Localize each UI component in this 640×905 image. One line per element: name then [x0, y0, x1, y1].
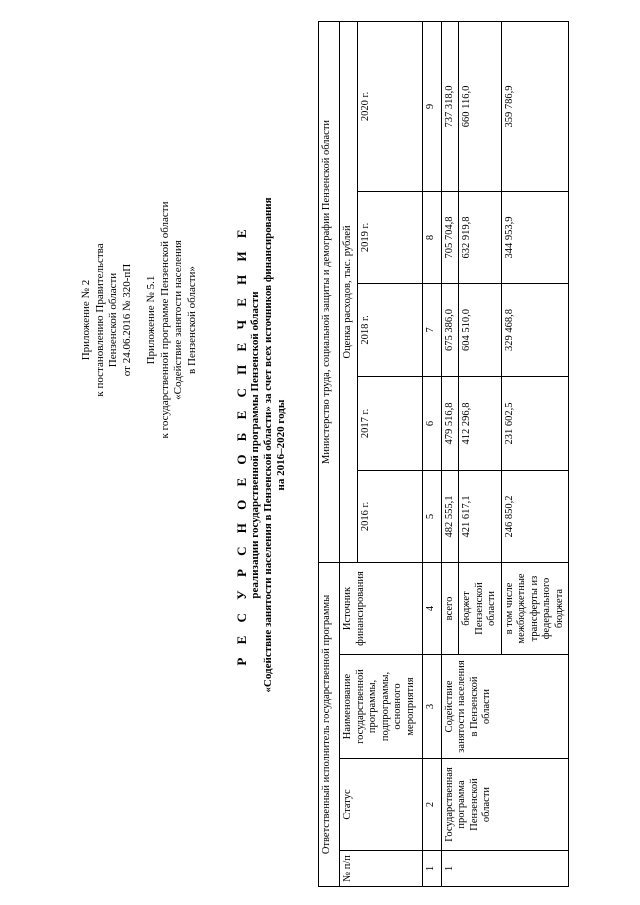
executor-value: Министерство труда, социальной защиты и демографии Пензенской области: [319, 21, 340, 562]
row-value: 246 850,2: [501, 470, 569, 562]
row-source: в том числе межбюджетные трансферты из федерального бюджета: [501, 562, 569, 654]
column-index: 2: [422, 759, 441, 851]
header-estimate: Оценка расходов, тыс. рублей: [340, 21, 358, 562]
row-value: 705 704,8: [441, 191, 459, 283]
title-spaced: Р Е С У Р С Н О Е О Б Е С П Е Ч Е Н И Е: [234, 224, 249, 666]
row-number: 1: [441, 851, 569, 887]
header-year: 2018 г.: [357, 283, 422, 376]
appendix-top-line2: к постановлению Правительства: [93, 243, 106, 397]
appendix-top-line4: от 24.06.2016 № 320-пП: [120, 263, 133, 377]
row-name: Содействие занятости населения в Пензенской области: [441, 655, 569, 759]
header-year: 2017 г.: [357, 376, 422, 470]
row-value: 482 555,1: [441, 470, 459, 562]
row-status: Государственная программа Пензенской области: [441, 759, 569, 851]
column-index: 9: [422, 21, 441, 191]
header-row-1: [340, 21, 358, 886]
row-source: бюджет Пензенской области: [459, 562, 502, 654]
row-value: 604 510,0: [459, 283, 502, 376]
row-source: всего: [441, 562, 459, 654]
executor-row: [319, 21, 340, 886]
document-title: [234, 125, 288, 765]
appendix-sub: [145, 190, 199, 450]
title-line4: на 2016–2020 годы: [275, 399, 287, 491]
appendix-sub-line1: Приложение № 5.1: [145, 275, 157, 365]
table-row: [441, 21, 459, 886]
appendix-sub-line4: в Пензенской области»: [185, 266, 198, 374]
row-value: 359 786,9: [501, 21, 569, 191]
row-value: 344 953,9: [501, 191, 569, 283]
column-index: 8: [422, 191, 441, 283]
row-value: 737 318,0: [441, 21, 459, 191]
column-index: 1: [422, 851, 441, 887]
column-index: 5: [422, 470, 441, 562]
header-year: 2020 г.: [357, 21, 422, 191]
appendix-top-line3: Пензенской области: [107, 272, 119, 368]
executor-label: Ответственный исполнитель государственной программы: [319, 562, 340, 886]
row-value: 412 296,8: [459, 376, 502, 470]
row-value: 421 617,1: [459, 470, 502, 562]
header-source: Источник финансирования: [340, 562, 423, 654]
row-value: 231 602,5: [501, 376, 569, 470]
column-index: 3: [422, 655, 441, 759]
row-value: 479 516,8: [441, 376, 459, 470]
header-year: 2019 г.: [357, 191, 422, 283]
header-no: № п/п: [340, 851, 423, 887]
appendix-sub-line3: «Содействие занятости населения: [172, 240, 184, 400]
row-value: 329 468,8: [501, 283, 569, 376]
title-line3: «Содействие занятости населения в Пензенской области» за счет всех источников финансирования: [262, 197, 274, 693]
resource-table: [318, 21, 569, 887]
title-line2: реализации государственной программы Пензенской области: [249, 291, 261, 599]
column-index-row: [422, 21, 441, 886]
appendix-top-line1: Приложение № 2: [80, 279, 92, 361]
column-index: 4: [422, 562, 441, 654]
appendix-top: [80, 205, 134, 435]
header-name: Наименование государственной программы, подпрограммы, основного мероприятия: [340, 655, 423, 759]
column-index: 7: [422, 283, 441, 376]
column-index: 6: [422, 376, 441, 470]
header-year: 2016 г.: [357, 470, 422, 562]
row-value: 675 386,0: [441, 283, 459, 376]
header-status: Статус: [340, 759, 423, 851]
row-value: 660 116,0: [459, 21, 502, 191]
appendix-sub-line2: к государственной программе Пензенской области: [158, 201, 171, 439]
row-value: 632 919,8: [459, 191, 502, 283]
